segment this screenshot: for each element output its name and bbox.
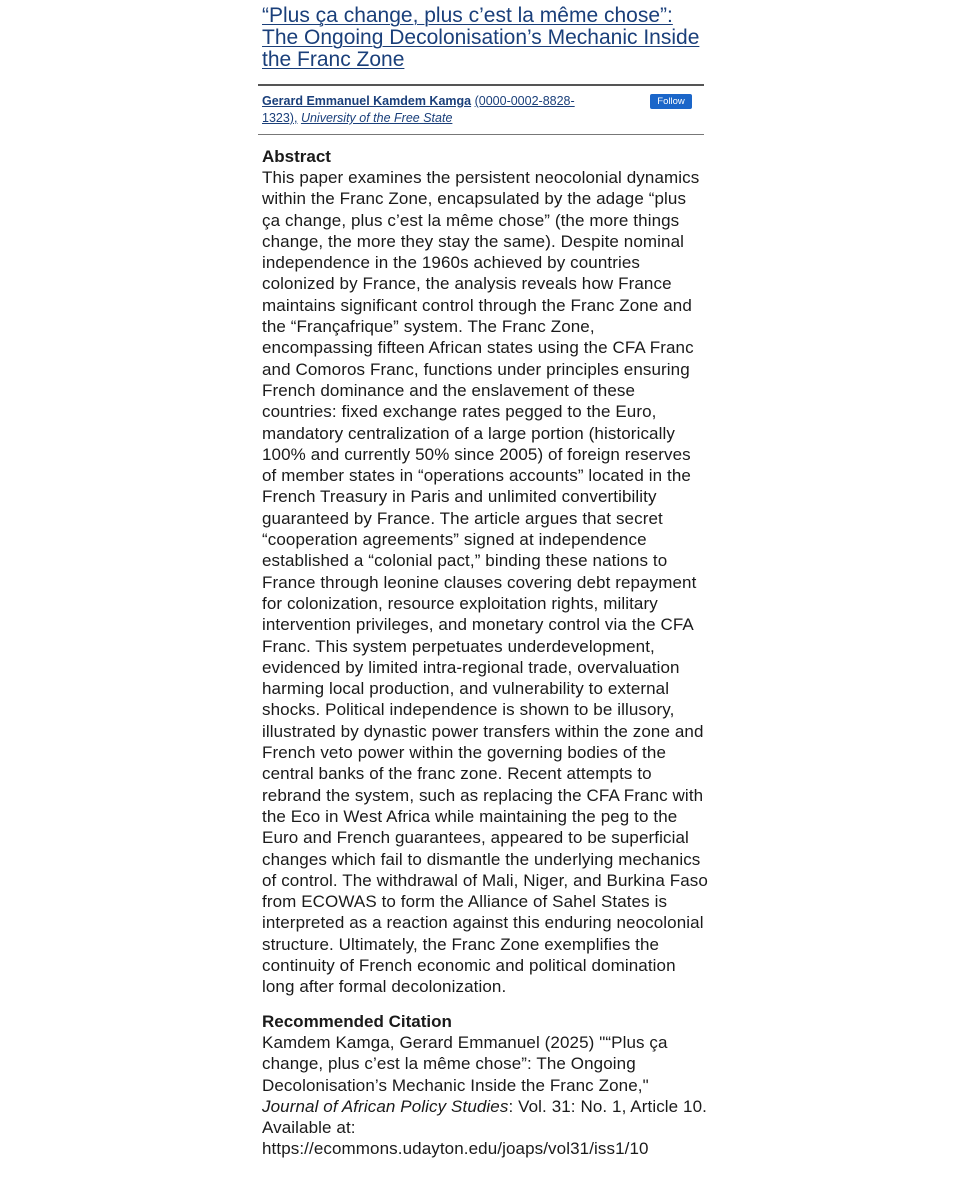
- citation-line: change, plus c’est la même chose”: The Ongoing: [262, 1054, 636, 1074]
- abstract-section: [262, 146, 708, 998]
- abstract-line: and Comoros Franc, functions under principles ensuring: [262, 359, 690, 379]
- abstract-line: French Treasury in Paris and unlimited convertibility: [262, 487, 657, 507]
- author-orcid-link[interactable]: (0000-0002-8828-: [474, 94, 575, 108]
- abstract-line: ça change, plus c’est la même chose” (the more things: [262, 210, 680, 230]
- abstract-line: colonized by France, the analysis reveals how France: [262, 274, 672, 294]
- abstract-line: the “Françafrique” system. The Franc Zone,: [262, 317, 595, 337]
- abstract-line: Franc. This system perpetuates underdevelopment,: [262, 636, 655, 656]
- abstract-line: illustrated by dynastic power transfers within the zone and: [262, 721, 704, 741]
- abstract-line: central banks of the franc zone. Recent attempts to: [262, 764, 652, 784]
- abstract-line: 100% and currently 50% since 2005) of foreign reserves: [262, 444, 691, 464]
- abstract-line: evidenced by limited intra-regional trade, overvaluation: [262, 657, 680, 677]
- abstract-line: This paper examines the persistent neocolonial dynamics: [262, 168, 700, 187]
- citation-url: https://ecommons.udayton.edu/joaps/vol31/iss1/10: [262, 1139, 649, 1159]
- abstract-line: guaranteed by France. The article argues that secret: [262, 508, 663, 528]
- abstract-line: Euro and French guarantees, appeared to be superficial: [262, 828, 689, 848]
- article-title-link[interactable]: [262, 5, 704, 71]
- abstract-line: harming local production, and vulnerability to external: [262, 679, 670, 699]
- citation-text: [262, 1032, 707, 1160]
- abstract-line: mandatory centralization of a large portion (historically: [262, 423, 675, 443]
- author-institution-link[interactable]: University of the Free State: [300, 111, 453, 125]
- abstract-heading: Abstract: [262, 147, 331, 166]
- abstract-line: independence in the 1960s achieved by countries: [262, 253, 641, 273]
- abstract-line: change, the more they stay the same). Despite nominal: [262, 231, 685, 251]
- title-line[interactable]: The Ongoing Decolonisation’s Mechanic Inside: [262, 26, 700, 49]
- citation-journal-line: [262, 1096, 707, 1117]
- abstract-line: for colonization, resource exploitation rights, military: [262, 593, 658, 613]
- title-divider: [258, 84, 704, 86]
- abstract-line: French dominance and the enslavement of these: [262, 380, 636, 400]
- abstract-line: “cooperation agreements” signed at independence: [262, 530, 647, 550]
- title-line[interactable]: the Franc Zone: [262, 48, 405, 71]
- author-divider: [258, 134, 704, 135]
- abstract-line: France through leonine clauses covering debt repayment: [262, 572, 697, 592]
- abstract-text: [262, 167, 708, 998]
- citation-heading: Recommended Citation: [262, 1012, 452, 1031]
- citation-line: Decolonisation’s Mechanic Inside the Franc Zone,": [262, 1075, 649, 1095]
- abstract-line: of control. The withdrawal of Mali, Niger, and Burkina Faso: [262, 870, 708, 890]
- abstract-line: changes which fail to dismantle the underlying mechanics: [262, 849, 701, 869]
- citation-line: Kamdem Kamga, Gerard Emmanuel (2025) "“Plus ça: [262, 1033, 668, 1052]
- abstract-line: continuity of French economic and political domination: [262, 955, 676, 975]
- author-block: [262, 93, 704, 129]
- author-info: [262, 93, 602, 127]
- abstract-line: shocks. Political independence is shown to be illusory,: [262, 700, 675, 720]
- author-orcid-link-cont[interactable]: 1323),: [262, 111, 298, 125]
- citation-section: [262, 1011, 707, 1160]
- abstract-line: from ECOWAS to form the Alliance of Sahel States is: [262, 892, 668, 912]
- abstract-line: long after formal decolonization.: [262, 977, 507, 997]
- abstract-line: intervention privileges, and monetary control via the CFA: [262, 615, 694, 635]
- article-page: [262, 0, 708, 1159]
- title-line[interactable]: “Plus ça change, plus c’est la même chose”:: [262, 4, 673, 27]
- abstract-line: the Eco in West Africa while maintaining the peg to the: [262, 806, 678, 826]
- author-name-link[interactable]: Gerard Emmanuel Kamdem Kamga: [262, 94, 472, 108]
- abstract-line: rebrand the system, such as replacing the CFA Franc with: [262, 785, 704, 805]
- citation-available: Available at:: [262, 1118, 356, 1138]
- abstract-line: structure. Ultimately, the Franc Zone exemplifies the: [262, 934, 660, 954]
- abstract-line: French veto power within the governing bodies of the: [262, 743, 666, 763]
- abstract-line: maintains significant control through the Franc Zone and: [262, 295, 692, 315]
- abstract-line: established a “colonial pact,” binding these nations to: [262, 551, 668, 571]
- abstract-line: of member states in “operations accounts” located in the: [262, 466, 691, 486]
- abstract-line: within the Franc Zone, encapsulated by the adage “plus: [262, 189, 687, 209]
- abstract-line: countries: fixed exchange rates pegged to the Euro,: [262, 402, 657, 422]
- citation-volume: : Vol. 31: No. 1, Article 10.: [508, 1096, 707, 1116]
- abstract-line: interpreted as a reaction against this enduring neocolonial: [262, 913, 704, 933]
- citation-journal: Journal of African Policy Studies: [262, 1096, 509, 1116]
- follow-button[interactable]: Follow: [650, 94, 692, 109]
- abstract-line: encompassing fifteen African states using the CFA Franc: [262, 338, 694, 358]
